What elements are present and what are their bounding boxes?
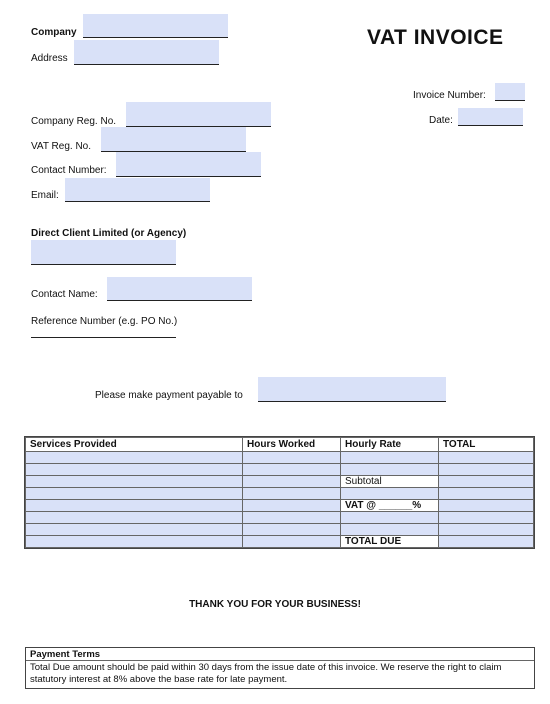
payable-to-field[interactable] xyxy=(258,377,446,402)
header-total: TOTAL xyxy=(439,438,534,452)
table-cell[interactable] xyxy=(243,524,341,536)
table-cell[interactable] xyxy=(439,464,534,476)
table-row xyxy=(26,536,534,548)
email-field[interactable] xyxy=(65,178,210,202)
address-label: Address xyxy=(31,53,68,64)
total-due-label: TOTAL DUE xyxy=(341,536,439,548)
contact-number-field[interactable] xyxy=(116,152,261,177)
table-cell[interactable] xyxy=(341,512,439,524)
table-row xyxy=(26,476,534,488)
services-table xyxy=(25,437,534,548)
contact-number-label: Contact Number: xyxy=(31,165,107,176)
table-row xyxy=(26,464,534,476)
page-title: VAT INVOICE xyxy=(367,26,504,49)
table-row xyxy=(26,500,534,512)
table-cell[interactable] xyxy=(243,488,341,500)
reference-underline[interactable] xyxy=(31,337,176,338)
table-cell[interactable] xyxy=(26,464,243,476)
header-services-provided: Services Provided xyxy=(26,438,243,452)
vat-reg-label: VAT Reg. No. xyxy=(31,141,92,152)
table-cell[interactable] xyxy=(439,488,534,500)
table-cell[interactable] xyxy=(341,464,439,476)
table-row xyxy=(26,452,534,464)
table-row xyxy=(26,524,534,536)
table-cell[interactable] xyxy=(243,500,341,512)
total-due-value[interactable] xyxy=(439,536,534,548)
table-cell[interactable] xyxy=(341,452,439,464)
reference-label: Reference Number (e.g. PO No.) xyxy=(31,316,178,327)
vat-label: VAT @ ______% xyxy=(341,500,439,512)
thanks-message: THANK YOU FOR YOUR BUSINESS! xyxy=(189,599,361,610)
table-row xyxy=(26,488,534,500)
table-cell[interactable] xyxy=(26,488,243,500)
subtotal-label: Subtotal xyxy=(341,476,439,488)
table-cell[interactable] xyxy=(26,524,243,536)
payment-terms-text: Total Due amount should be paid within 30 days from the issue date of this invoice. We reserve the right to claim statutory interest at 8% above the base rate for late payment. xyxy=(30,662,502,685)
payable-label: Please make payment payable to xyxy=(95,390,243,401)
table-cell[interactable] xyxy=(439,512,534,524)
client-name-field[interactable] xyxy=(31,240,176,265)
table-row xyxy=(26,512,534,524)
invoice-number-field[interactable] xyxy=(495,83,525,101)
table-cell[interactable] xyxy=(243,512,341,524)
date-label: Date: xyxy=(429,115,453,126)
table-cell[interactable] xyxy=(26,476,243,488)
vat-value[interactable] xyxy=(439,500,534,512)
table-cell[interactable] xyxy=(341,488,439,500)
table-cell[interactable] xyxy=(26,536,243,548)
email-label: Email: xyxy=(31,190,59,201)
company-label: Company xyxy=(31,27,77,38)
table-cell[interactable] xyxy=(26,512,243,524)
table-cell[interactable] xyxy=(243,452,341,464)
table-cell[interactable] xyxy=(26,500,243,512)
table-cell[interactable] xyxy=(243,464,341,476)
company-reg-label: Company Reg. No. xyxy=(31,116,117,127)
table-cell[interactable] xyxy=(439,524,534,536)
table-cell[interactable] xyxy=(243,476,341,488)
invoice-number-label: Invoice Number: xyxy=(413,90,486,101)
contact-name-label: Contact Name: xyxy=(31,289,98,300)
table-cell[interactable] xyxy=(341,524,439,536)
table-cell[interactable] xyxy=(439,452,534,464)
header-hours-worked: Hours Worked xyxy=(243,438,341,452)
contact-name-field[interactable] xyxy=(107,277,252,301)
date-field[interactable] xyxy=(458,108,523,126)
client-heading: Direct Client Limited (or Agency) xyxy=(31,228,187,239)
payment-terms-heading: Payment Terms xyxy=(26,648,534,661)
table-header-row xyxy=(26,438,534,452)
company-field[interactable] xyxy=(83,14,228,38)
vat-reg-field[interactable] xyxy=(101,127,246,152)
header-hourly-rate: Hourly Rate xyxy=(341,438,439,452)
table-cell[interactable] xyxy=(243,536,341,548)
table-cell[interactable] xyxy=(26,452,243,464)
subtotal-value[interactable] xyxy=(439,476,534,488)
address-field[interactable] xyxy=(74,40,219,65)
company-reg-field[interactable] xyxy=(126,102,271,127)
company-underline xyxy=(83,37,228,38)
payment-terms-box xyxy=(25,647,535,689)
